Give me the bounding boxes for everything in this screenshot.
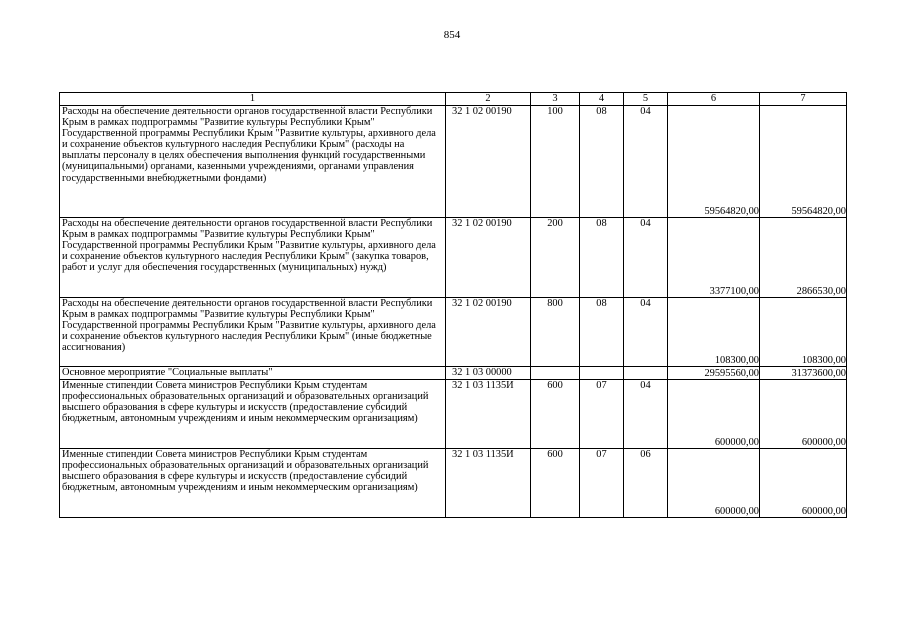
column-header-4: 4 [580,93,624,106]
table-row [60,367,847,380]
row-subsection [624,367,668,380]
row-expense-type [531,367,580,380]
column-header-5: 5 [624,93,668,106]
row-expense-type: 600 [531,380,580,449]
row-section: 08 [580,218,624,298]
row-section: 07 [580,380,624,449]
column-header-6: 6 [668,93,760,106]
row-expense-type: 200 [531,218,580,298]
row-section: 08 [580,298,624,367]
row-subsection: 06 [624,449,668,518]
table-header-row [60,93,847,106]
budget-table [59,92,847,518]
column-header-7: 7 [760,93,847,106]
row-subsection: 04 [624,106,668,218]
row-amount-7: 600000,00 [760,380,847,449]
row-expense-type: 100 [531,106,580,218]
row-name: Основное мероприятие "Социальные выплаты" [60,367,446,380]
row-name: Расходы на обеспечение деятельности органов государственной власти Республики Крым в рамках подпрограммы "Развитие культуры Республики Крым" Государственной программы Республики Крым "Развитие культуры, архивного дела и сохранение объектов культурного наследия Республики Крым" (иные бюджетные ассигнования) [60,298,446,367]
row-section: 07 [580,449,624,518]
row-name: Именные стипендии Совета министров Республики Крым студентам профессиональных образовательных организаций и образовательных организаций высшего образования в сфере культуры и искусств (предоставление субсидий бюджетным, автономным учреждениям и иным некоммерческим организациям) [60,380,446,449]
row-amount-6: 600000,00 [668,449,760,518]
column-header-3: 3 [531,93,580,106]
row-name: Именные стипендии Совета министров Республики Крым студентам профессиональных образовательных организаций и образовательных организаций высшего образования в сфере культуры и искусств (предоставление субсидий бюджетным, автономным учреждениям и иным некоммерческим организациям) [60,449,446,518]
row-subsection: 04 [624,380,668,449]
page-number: 854 [443,29,461,41]
row-section: 08 [580,106,624,218]
row-amount-7: 600000,00 [760,449,847,518]
row-amount-6: 29595560,00 [668,367,760,380]
row-code: 32 1 02 00190 [446,106,531,218]
row-amount-7: 108300,00 [760,298,847,367]
row-amount-6: 600000,00 [668,380,760,449]
row-code: 32 1 03 1135И [446,449,531,518]
row-expense-type: 800 [531,298,580,367]
table-row [60,298,847,367]
row-expense-type: 600 [531,449,580,518]
row-amount-7: 2866530,00 [760,218,847,298]
row-name: Расходы на обеспечение деятельности органов государственной власти Республики Крым в рамках подпрограммы "Развитие культуры Республики Крым" Государственной программы Республики Крым "Развитие культуры, архивного дела и сохранение объектов культурного наследия Республики Крым" (расходы на выплаты персоналу в целях обеспечения выполнения функций государственными (муниципальными) органами, казенными учреждениями, органами управления государственными внебюджетными фондами) [60,106,446,218]
table-row [60,380,847,449]
table-row [60,218,847,298]
row-code: 32 1 02 00190 [446,218,531,298]
row-code: 32 1 03 1135И [446,380,531,449]
table-row [60,449,847,518]
row-amount-6: 108300,00 [668,298,760,367]
row-subsection: 04 [624,218,668,298]
column-header-1: 1 [60,93,446,106]
row-amount-7: 31373600,00 [760,367,847,380]
row-amount-6: 3377100,00 [668,218,760,298]
row-code: 32 1 02 00190 [446,298,531,367]
row-code: 32 1 03 00000 [446,367,531,380]
row-name: Расходы на обеспечение деятельности органов государственной власти Республики Крым в рамках подпрограммы "Развитие культуры Республики Крым" Государственной программы Республики Крым "Развитие культуры, архивного дела и сохранение объектов культурного наследия Республики Крым" (закупка товаров, работ и услуг для обеспечения государственных (муниципальных) нужд) [60,218,446,298]
table-row [60,106,847,218]
column-header-2: 2 [446,93,531,106]
row-amount-6: 59564820,00 [668,106,760,218]
row-subsection: 04 [624,298,668,367]
row-amount-7: 59564820,00 [760,106,847,218]
row-section [580,367,624,380]
